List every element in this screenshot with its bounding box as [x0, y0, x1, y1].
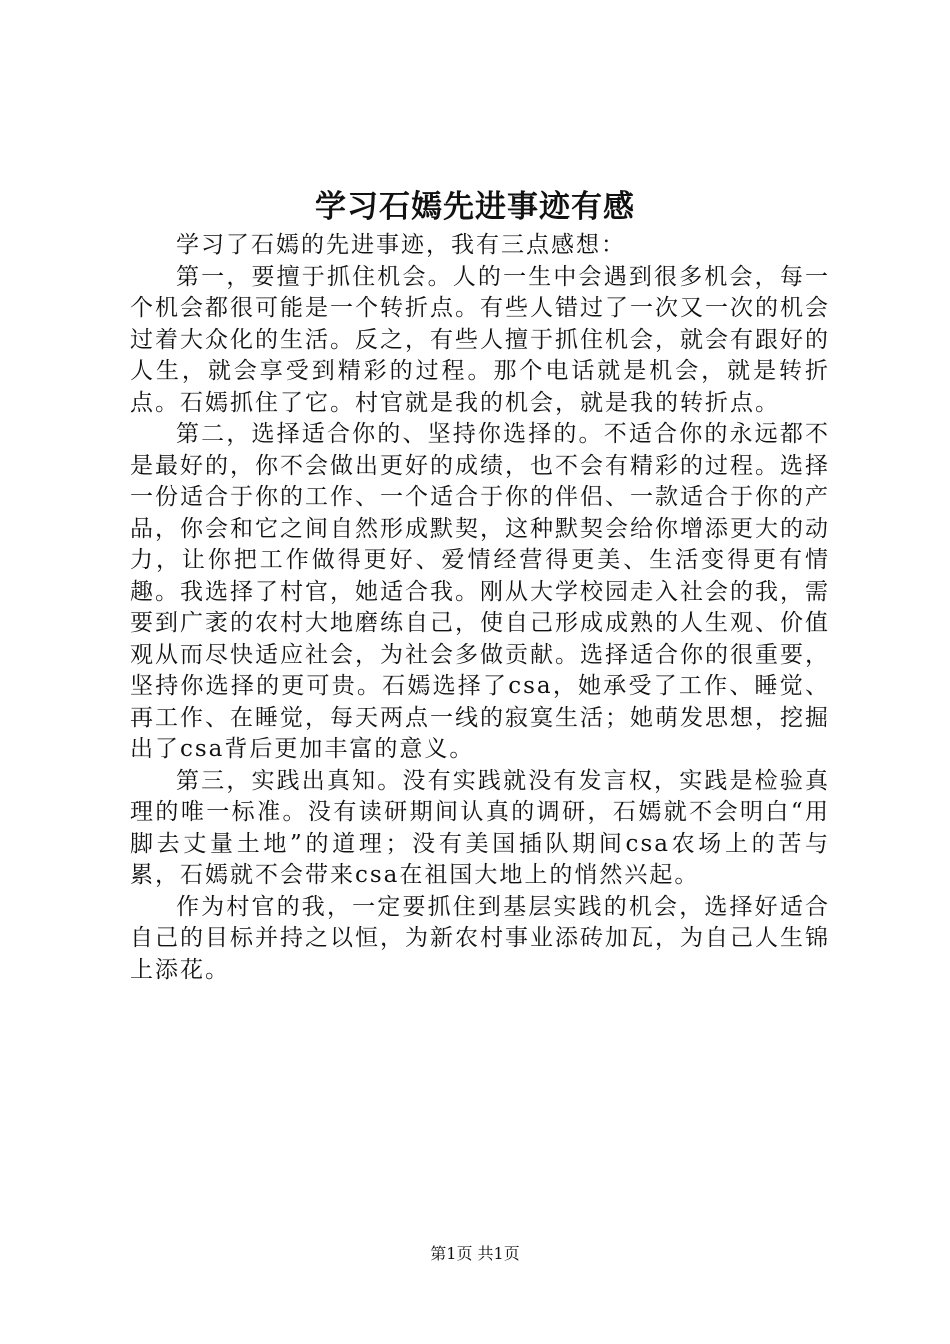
paragraph-intro: 学习了石嫣的先进事迹，我有三点感想： [176, 232, 626, 258]
document-body [130, 230, 830, 986]
paragraph-second-point: 第二，选择适合你的、坚持你选择的。不适合你的永远都不是最好的，你不会做出更好的成绩，也不会有精彩的过程。选择一份适合于你的工作、一个适合于你的伴侣、一款适合于你的产品，你会和它之间自然形成默契，这种默契会给你增添更大的动力，让你把工作做得更好、爱情经营得更美、生活变得更有情趣。我选择了村官，她适合我。刚从大学校园走入社会的我，需要到广袤的农村大地磨练自己，使自己形成成熟的人生观、价值观从而尽快适应社会，为社会多做贡献。选择适合你的很重要，坚持你选择的更可贵。石嫣选择了csa，她承受了工作、睡觉、再工作、在睡觉，每天两点一线的寂寞生活；她萌发思想，挖掘出了csa背后更加丰富的意义。 [130, 421, 830, 762]
paragraph-conclusion: 作为村官的我，一定要抓住到基层实践的机会，选择好适合自己的目标并持之以恒，为新农村事业添砖加瓦，为自己人生锦上添花。 [130, 893, 830, 983]
paragraph-third-point: 第三，实践出真知。没有实践就没有发言权，实践是检验真理的唯一标准。没有读研期间认真的调研，石嫣就不会明白“用脚去丈量土地”的道理；没有美国插队期间csa农场上的苦与累，石嫣就不会带来csa在祖国大地上的悄然兴起。 [130, 767, 830, 888]
page-footer: 第1页 共1页 [430, 1244, 520, 1263]
paragraph-first-point: 第一，要擅于抓住机会。人的一生中会遇到很多机会，每一个机会都很可能是一个转折点。有些人错过了一次又一次的机会过着大众化的生活。反之，有些人擅于抓住机会，就会有跟好的人生，就会享受到精彩的过程。那个电话就是机会，就是转折点。石嫣抓住了它。村官就是我的机会，就是我的转折点。 [130, 263, 830, 416]
document-title: 学习石嫣先进事迹有感 [315, 189, 635, 225]
